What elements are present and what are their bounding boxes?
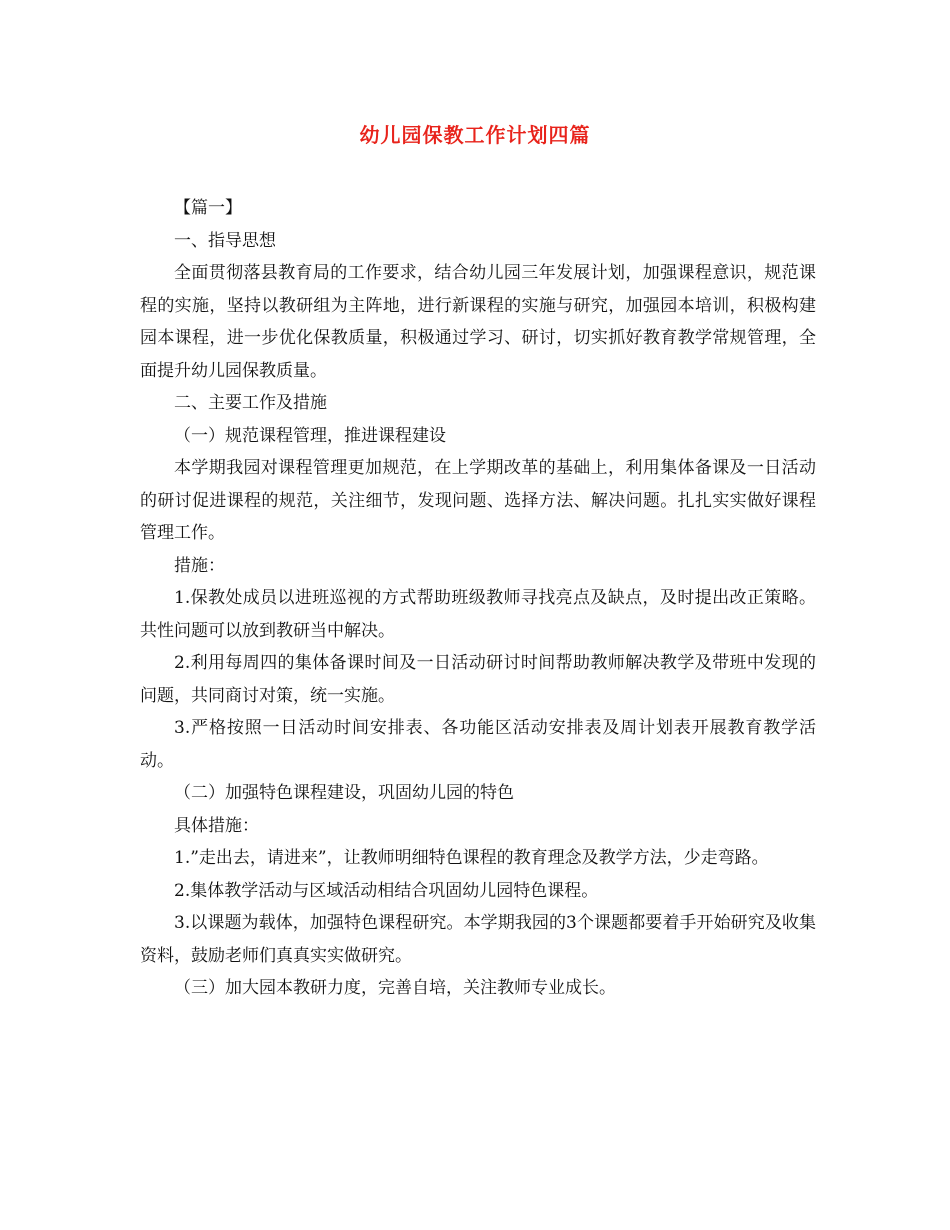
subheading: （三）加大园本教研力度，完善自培，关注教师专业成长。: [174, 978, 616, 998]
subheading: （一）规范课程管理，推进课程建设: [174, 425, 446, 446]
heading-main-work: 二、主要工作及措施: [174, 393, 327, 413]
list-item: 1.”走出去，请进来”，让教师明细特色课程的教育理念及教学方法，少走弯路。: [174, 848, 769, 868]
document-body: [140, 192, 816, 1005]
paragraph: 本学期我园对课程管理更加规范，在上学期改革的基础上，利用集体备课及一日活动的研讨促进课程的规范，关注细节，发现问题、选择方法、解决问题。扎扎实实做好课程管理工作。: [140, 458, 816, 543]
label-specific-measures: 具体措施：: [174, 815, 259, 836]
document-title: 幼儿园保教工作计划四篇: [359, 123, 591, 147]
label-measures: 措施：: [174, 555, 225, 576]
list-item: 3.严格按照一日活动时间安排表、各功能区活动安排表及周计划表开展教育教学活动。: [140, 718, 816, 771]
list-item: 1.保教处成员以进班巡视的方式帮助班级教师寻找亮点及缺点，及时提出改正策略。共性问题可以放到教研当中解决。: [140, 588, 816, 641]
subheading: （二）加强特色课程建设，巩固幼儿园的特色: [174, 783, 514, 803]
list-item: 2.集体教学活动与区域活动相结合巩固幼儿园特色课程。: [174, 880, 599, 901]
paragraph: 全面贯彻落县教育局的工作要求，结合幼儿园三年发展计划，加强课程意识，规范课程的实施，坚持以教研组为主阵地，进行新课程的实施与研究，加强园本培训，积极构建园本课程，进一步优化保教质量，积极通过学习、研讨，切实抓好教育教学常规管理，全面提升幼儿园保教质量。: [140, 263, 816, 381]
list-item: 2.利用每周四的集体备课时间及一日活动研讨时间帮助教师解决教学及带班中发现的问题，共同商讨对策，统一实施。: [140, 653, 816, 706]
list-item: 3.以课题为载体，加强特色课程研究。本学期我园的3个课题都要着手开始研究及收集资料，鼓励老师们真真实实做研究。: [140, 913, 816, 966]
section-heading: 【篇一】: [174, 198, 242, 218]
heading-guiding-ideology: 一、指导思想: [174, 230, 276, 251]
